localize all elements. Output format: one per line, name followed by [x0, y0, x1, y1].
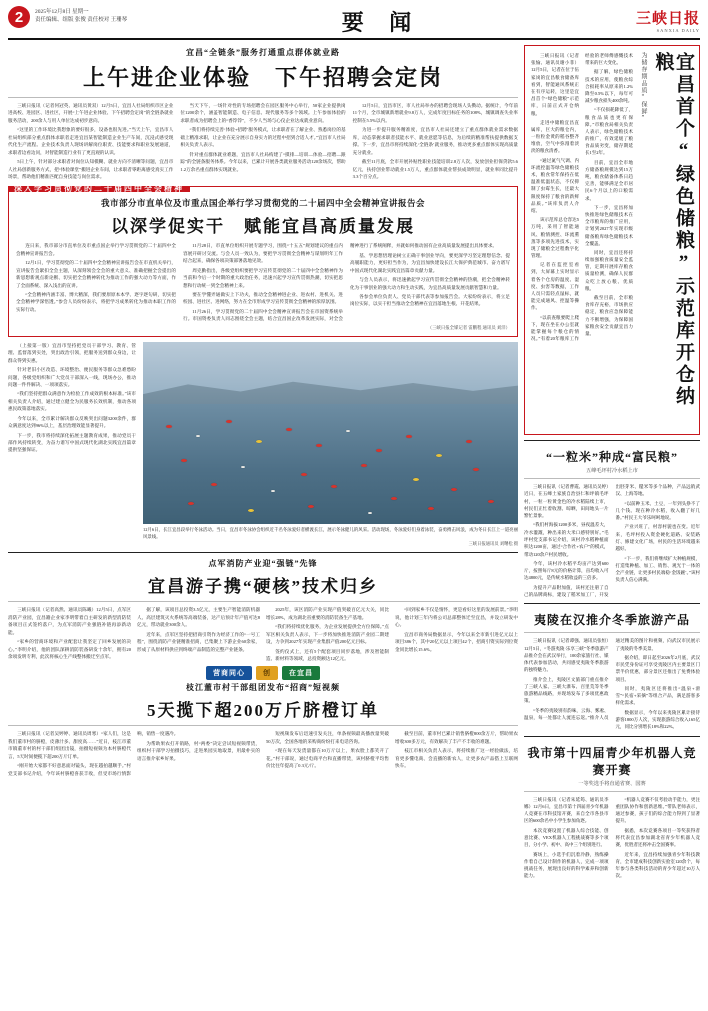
paragraph: 同时，夷陵区还将推出“温泉+滑雪”“民宿+采摘”等组合产品，满足游客多样化需求。 [615, 685, 700, 706]
right-story-robotics [524, 744, 700, 882]
continuation-body [8, 342, 136, 454]
right-column [524, 45, 700, 1000]
paragraph: 目前，宜昌全市地方储备粮规模达到15万吨，粮食储备体系日趋完善，能够满足全市居民6个月以上的口粮需求。 [584, 159, 633, 201]
section-title: 要 闻 [341, 10, 422, 35]
campaign-badges [8, 666, 518, 680]
paragraph: 5日上午，针对部分求职者对岗位认知模糊、就业方向不清晰等问题，宜昌市人社局创新服务方式，把“体验课堂”搬进企业车间，让求职者零距离感受真实工作场景，帮助他们精准匹配自身技能与岗位需求。 [8, 159, 174, 179]
paragraph: 赛场上，小选手们沉着冷静，熟练操作着自己设计制作的机器人，完成一项项挑战任务，展现出良好的科学素养和创新能力。 [524, 851, 609, 879]
bottom-body [8, 730, 518, 777]
right-story-body [524, 483, 700, 598]
paragraph: 今年以来，全市累计解决群众反映突出问题3200余件，群众满意度达到96%以上，基层治理效能显著提升。 [8, 415, 136, 429]
masthead-date: 2025年12月8日 星期一 [35, 9, 89, 15]
paragraph: 枝江市相关负责人表示，将持续推广这一经验做法，培育更多懂电商、会直播的新农人，让更多农产品搭上互联网快车。 [395, 748, 518, 769]
paragraph: “我们将持续完善‘体验+招聘’服务模式，让求职者在了解企业、熟悉岗位的基础上精准求职，让企业在充分展示自身实力的过程中招到合适人才。”宜昌市人社局相关负责人表示。 [180, 127, 346, 148]
paragraph: 同时，宜昌还将持续加强粮食质量安全监管，定期开展库存粮食质量检测，确保人民群众吃上放心粮、优质粮。 [584, 249, 633, 291]
right-story-rice [524, 448, 700, 598]
right-story-subhead: 五峰毛坪村冷水稻上市 [586, 468, 638, 474]
masthead-editors: 责任编辑、组版 张俊 责任校对 王珊琴 [35, 17, 128, 24]
paragraph: 据介绍，即日起至2026年2月底，武汉市民凭身份证可享受夷陵区内主要景区门票半价优惠，部分景区还推出了免费体验项目。 [615, 654, 700, 682]
paragraph: 与会人员表示，将迅速掀起学习宣传贯彻全会精神的热潮，把全会精神转化为干事创业的强大动力和生动实践，为宜昌高质量发展贡献智慧和力量。 [350, 277, 510, 290]
mid-section [8, 342, 518, 548]
mid-kicker: 点军消防产业迎“强链”先锋 [208, 559, 318, 569]
study-ribbon: 深入学习贯彻党的二十届四中全会精神 [8, 186, 190, 192]
paragraph: “下一步，我们将继续扩大种植规模，打造集种植、加工、销售、观光于一体的全产业链，让更多村民端稳‘金饭碗’。”该村负责人信心满满。 [615, 555, 700, 583]
feature-green-grain-storage [524, 45, 700, 435]
paragraph: “家乡的营商环境和产业配套让我坚定了回乡发展的决心。”李明介绍，他的团队深耕消防装备研发十余年，拥有20余项发明专利，此次将核心生产线整体搬迁至点军。 [8, 639, 131, 660]
right-story-body [524, 796, 700, 882]
study-subtitle: 我市部分市直单位及市重点国企举行学习贯彻党的二十届四中全会精神宣讲报告会 [100, 198, 425, 209]
paragraph: （上接第一版）宜昌市坚持把党员干部学习、教育、管理、监督落到实处，突出政治引领，把服务送到群众身边，让群众得到实惠。 [8, 342, 136, 363]
paragraph: 基、学思想悟理论树立正确干事创业导向，要更深学习坚定理想信念、提高履职能力，更好担当作为，为宜昌加快建设长江大保护典范城市、奋力谱写中国式现代化湖北实践宜昌篇章贡献力量。 [350, 252, 510, 273]
photo-column [143, 342, 518, 548]
study-box [8, 186, 518, 336]
photo-cold-water-swim [143, 342, 518, 524]
paragraph: 走进中储粮宜昌直属库，巨大的粮仓内，一粒粒金黄的稻谷整齐堆放，空气中弥漫着淡淡的粮食清香。 [531, 119, 579, 154]
paragraph: 针对重点群体就业难题，宜昌市人社局构建了“摸排—培训—体验—招聘—跟踪”的全链条服务体系。今年以来，已累计开展各类就业服务活动120余场次，帮助1.2万余名重点群体实现就业。 [180, 151, 346, 172]
paragraph: 三峡日报讯（记者谭强、通讯员张恒）12月5日，“冬游夷陵·乐享三峡”冬季旅游产品推介会在武汉举行，100余家旅行社、媒体代表参加活动，共同感受夷陵冬季旅游的独特魅力。 [524, 638, 609, 673]
masthead-section [127, 6, 636, 37]
lead-headline: 上午进企业体验 下午招聘会定岗 [82, 65, 443, 90]
paragraph: “以前查粮要爬上爬下，现在坐在办公室就能掌握每个粮仓的情况。”有着20年粮库工作经验的老师傅感慨技术带来的巨大变化。 [531, 53, 633, 342]
paragraph: 数据显示，今年以来夷陵区累计接待游客1800万人次，实现旅游综合收入165亿元，同比分别增长18%和22%。 [615, 709, 700, 730]
bottom-headline: 5天揽下超200万斤脐橙订单 [147, 701, 379, 721]
main-column [8, 45, 518, 1000]
paragraph: 下一步，我市将持续深化拓展主题教育成果，推动党员干部作风持续转变，为奋力谱写中国式现代化湖北实践宜昌篇章提供坚强保证。 [8, 432, 136, 453]
paragraph: 要在学懂弄通做实上下功夫，推动全会精神进企业、进农村、进机关、进校园、进社区、进网络，努力在全市形成学习宣传贯彻全会精神的浓厚氛围。 [183, 292, 343, 305]
paragraph: 记者在监控室看到，大屏幕上实时显示着各个仓房的温度、湿度、虫害等数据，工作人员只需轻点鼠标，就能完成通风、控温等操作。 [531, 262, 579, 311]
bottom-story [8, 682, 518, 777]
continuation-column [8, 342, 136, 548]
paragraph: 三峡日报讯（记者朱延筠、通讯员李娜）12月6日，宜昌市第十四届青少年机器人竞赛在市科技馆开赛，来自全市各县市区的600余名中小学生参加角逐。 [524, 796, 609, 824]
paragraph: 三峡日报讯（记者吴婷婷、通讯员周寒）“家人们，这是我们董市村的脐橙，皮薄汁多、甜度高……”近日，枝江市董市镇董市村的村干部们组团出镜，拍摄短视频为本村脐橙代言，5天时间便揽下超200万斤订单。 [8, 731, 131, 759]
paragraph: 截至目前，董市村已累计销售脐橙800余万斤，帮助果农增收300多万元，有效解决了丰产不丰收的难题。 [395, 731, 518, 744]
paragraph: “我们坚持把群众满意作为检验工作成效的根本标准。”该市相关负责人介绍，通过建立健全为民服务长效机制，推动各项惠民政策落地落实。 [8, 391, 136, 412]
study-body [16, 242, 510, 322]
photo-swimmers [143, 404, 518, 524]
paragraph: “刚开始大家都不好意思面对镜头，现在越拍越顺手。”村党支部书记介绍，今年该村脐橙喜获丰收，但受市场行情影响，销售一度遇冷。 [8, 731, 179, 776]
paragraph: 下一步，宜昌将加快推进绿色储粮技术在全市粮库的推广应用，计划到2027年实现市级储备粮库绿色储粮技术全覆盖。 [584, 204, 633, 246]
paragraph: 近年来，宜昌持续加强青少年科技教育，全市建成科技创新实验室120余个，每年参与各类科技活动的青少年超过10万人次。 [615, 851, 700, 879]
paragraph: 11月26日，学习贯彻党的二十届四中全会精神宣讲报告会在市国资系统举行。市国资委负责人同志围绕全会主题，结合宜昌国企改革发展实际，对全会精神进行了系统阐释，并就如何推动国有企业高质量发展提出具体要求。 [183, 243, 498, 322]
paragraph: 为进一步提升服务精准度，宜昌市人社局还建立了重点群体就业需求数据库，动态掌握求职者技能水平、就业意愿等信息，为后续的精准帮扶提供数据支撑。下一步，宜昌市将持续深化‘全链条’就业服务，推动更多重点群体实现高质量充分就业。 [352, 127, 518, 155]
paragraph: 据悉，本次竞赛各项目一等奖获得者将代表宜昌参加湖北省青少年机器人竞赛，优胜者还将冲击全国赛事。 [615, 827, 700, 848]
paragraph: 当天下午，一场针对性的专场招聘会在园区服务中心举行，50家企业提供岗位1200余个，涵盖智能制造、电子信息、现代服务等多个领域。上午参加体验的求职者成为招聘会上的“香饽饽”，不少人当场与心仪企业达成就业意向。 [180, 103, 346, 123]
paragraph: 据了解，该项目总投资3.5亿元，主要生产智能消防机器人、高层建筑灭火系统等高端装备，达产后预计年产值可达8亿元，带动就业300余人。 [137, 607, 260, 628]
paragraph: 三峡日报讯（记者张愉、通讯员谢小菲）12月5日，记者在位于伍家岗的宜昌粮食储备库看到，智能通风系统正在有序运转，这里是宜昌首个“绿色储粮”示范库，日前正式开仓纳粮。 [531, 53, 579, 116]
paragraph: “我们村海拔1200多米，昼夜温差大，冷水灌溉，种出来的大米口感特别好。”毛坪村党支部书记介绍，该村冷水稻种植面积达1200亩，通过“合作社+农户”的模式，带动120余户村民增收。 [524, 522, 609, 557]
badge-in-yichang: 在宜昌 [282, 666, 320, 680]
lead-kicker: 宜昌“全链条”服务打通重点群体就业路 [186, 48, 340, 57]
paragraph: 截至目前，全市粮食库存充裕，市场供应稳定，粮食应急保障能力不断增强，为保障国家粮食安全贡献宜昌力量。 [584, 295, 633, 336]
paragraph: “冬季的夷陵别有韵味，云海、雾凇、温泉，每一处都让人流连忘返。”推介人员通过精美的图片和视频，向武汉市民展示了夷陵的冬季美景。 [524, 638, 700, 721]
page-number: 2 [8, 6, 30, 28]
paragraph: “这里的工作环境比我想象的要好很多，设备也很先进。”当天上午，宜昌市人社局组织部分重点群体求职者走进宜昌某智能制造企业生产车间，沉浸式感受现代化生产流程。企业技术负责人现场讲解岗位职责、技能要求和职业发展通道，求职者边看边问，对智能制造行业有了更直观的认识。 [8, 127, 174, 155]
photo-credit: 三峡日报通讯员 刘曙松 摄 [468, 541, 518, 547]
paper-name-latin: SANXIA DAILY [656, 28, 700, 33]
paragraph: 针对老旧小区改造、环境整治、便民服务等群众急难愁盼问题，各级党组织和广大党员干部深入一线，现场办公，推动问题一件件解决、一项项落实。 [8, 367, 136, 387]
paragraph: 为提升产品附加值，该村还注册了自己的品牌商标，建设了稻米加工厂，开发出胚芽米、糙米等多个品种，产品远销武汉、上海等地。 [524, 484, 700, 597]
right-story-body [524, 637, 700, 730]
paragraph: “全会精神内涵丰富、博大精深，我们要原原本本学、逐字逐句研，切实把全会精神学深悟透。”参会人员纷纷表示，将把学习成果转化为推动本职工作的实际行动。 [16, 292, 176, 312]
paragraph: 短视频发布后迅速引发关注，单条视频最高播放量突破50万次，全国各地的采购商纷纷打来电话咨询。 [266, 731, 389, 744]
paragraph: 推介会上，夷陵区文旅部门重点推介了三峡人家、三峡大瀑布、百里荒等冬季旅游精品线路，并现场发布了多项优惠政策。 [524, 676, 609, 704]
feature-headline: 宜昌首个“绿色储粮”示范库开仓纳粮 [652, 52, 694, 408]
paragraph: 11月28日，市直单位组织开展专题学习，围绕“十五五”规划建议的重点内容展开研讨交流。与会人员一致认为，要把学习贯彻全会精神与谋划明年工作结合起来，确保各项决策部署落地见效。 [183, 243, 343, 264]
study-headline: 以深学促实干 赋能宜昌高质量发展 [111, 217, 415, 237]
photo-caption: 12月6日，长江宜昌段举行冬泳活动。当日，宜昌市冬泳协会组织近千名冬泳爱好者横渡长江，展示冬泳健儿的风采。活动现场，冬泳爱好们身着泳装，奋勇搏击风浪，成为冬日长江上一道亮丽风景线。 [143, 526, 518, 539]
lead-body [8, 102, 518, 180]
paragraph: 12月1日，学习贯彻党的二十届四中全会精神宣讲报告会在市直机关举行，宣讲报告会紧扣全会主题，从深刻领会全会的重大意义、准确把握全会提出的新思想新观点新论断、切实把全会精神转化为推动工作的强大动力等方面，作了全面系统、深入浅出的宣讲。 [16, 260, 176, 288]
lead-story [8, 47, 518, 180]
paragraph: 据了解，绿色储粮技术的应用，使粮食综合损耗率从原来的1.2%降至0.5%以下，每年可减少粮食损失400余吨。 [584, 69, 633, 104]
paragraph: 三峡日报讯（记者高然、通讯员陈曦）12月5日，点军区消防产业园，宜昌籍企业家李明带着自主研发的新型消防装备项目正式签约落户，为点军消防产业强链补链再添新动能。 [8, 607, 131, 635]
paragraph: 连日来，我市部分市直单位及市重点国企举行学习贯彻党的二十届四中全会精神宣讲报告会。 [16, 243, 176, 256]
badge-create: 创 [256, 666, 278, 680]
right-story-headline: 夷陵在汉推介冬季旅游产品 [533, 613, 690, 628]
paragraph: 产业兴旺了，村容村貌也在变。近年来，毛坪村投入资金硬化道路、安装路灯、修建文化广场，村民的生活环境越来越好。 [615, 524, 700, 552]
right-story-headline: 我市第十四届青少年机器人竞赛开赛 [527, 745, 697, 777]
right-story-headline: “一粒米”种成“富民粮” [545, 450, 678, 464]
paragraph: 近年来，点军区坚持把招商引资作为经济工作的“一号工程”，围绕消防产业链精准招商，已集聚上下游企业60余家，形成了从原材料供应到终端产品制造的完整产业链条。 [137, 631, 260, 652]
paragraph: 该示范库总仓容达5万吨，采用了智能通风、粮情测控、环流熏蒸等多项先进技术，实现了储粮全过程数字化管理。 [531, 217, 579, 259]
paper-name: 三峡日报 [635, 11, 700, 27]
paragraph: 周克勤指出，各级党组织要把学习宣传贯彻党的二十届四中全会精神作为当前和今后一个时期的重大政治任务，迅速兴起学习宣传贯彻热潮，切实把思想和行动统一到全会精神上来。 [183, 267, 343, 288]
paragraph: “现在每天发货量都在10万斤以上，果农脸上都笑开了花。”村干部说，通过电商平台和直播带货，该村脐橙平均售价比往年提高了0.3元/斤。 [266, 748, 389, 769]
paragraph: “回到家乡不仅是情怀，更是看好这里的发展前景。”李明说，他计划三年内将公司总部整体迁至宜昌，并设立研发中心。 [395, 607, 518, 628]
paragraph: “通过氮气气调、内环流控温等绿色储粮技术，粮食常年保持在低温准低温状态，不仅抑制了虫霉生长，还最大限度保持了粮食的新鲜品质。”该库负责人介绍。 [531, 157, 579, 213]
paragraph: 截至11月底，全市开展补贴性职业技能培训2.8万人次，发放创业担保贷款5.6亿元，扶持创业带动就业1.5万人，重点群体就业帮扶成效明显，就业率同比提升3.3个百分点。 [352, 159, 518, 179]
mid-body [8, 606, 518, 662]
paragraph: 12月5日，宜昌市区，市人社局举办的招聘会现场人头攒动。据统计，今年前11个月，全市城镇新增就业9.8万人，完成年度目标任务的108%，城镇调查失业率控制在5.5%以内。 [352, 103, 518, 123]
badge-business-environment: 营商同心 [206, 666, 252, 680]
study-credit: （三峡日报全媒记者 雷鹏程 通讯员 刘洋） [427, 324, 510, 330]
right-story-subhead: 一等奖选手将直通省赛、国赛 [578, 780, 646, 787]
paragraph: 本次竞赛设置了机器人综合技能、创意比赛、VEX机器人工程挑战赛等多个项目，分小学、初中、高中三个组别进行。 [524, 827, 609, 848]
mid-story [8, 558, 518, 662]
masthead-meta [35, 6, 127, 25]
paragraph: 签约仪式上，还有5个配套项目同步落地，涉及智能制造、新材料等领域，总投资额达12亿元。 [266, 648, 389, 662]
bottom-kicker: 枝江董市村干部组团发布“招商”短视频 [186, 683, 340, 693]
paragraph: 三峡日报讯（记者何冠英、通讯员黄双）12月5日，宜昌人社局组织市区企业进高校、进园区、进社区，开展“上午进企业体验、下午招聘会定岗”的全链条就业服务活动，200余人与用人单位达成初步意向。 [8, 103, 174, 123]
feature-body [531, 52, 633, 426]
paragraph: 今年，该村冷水稻平均亩产达到600斤，按照每斤8元的价格计算，亩均收入可达4800元，是传统水稻收益的三倍多。 [524, 560, 609, 581]
paragraph: “不仅损耗降低了，粮食品质也更有保障。”市粮食局相关负责人表示，绿色储粮技术的推广，有效延缓了粮食品质劣变，储存期延长1至2年。 [584, 107, 633, 156]
right-story-tourism [524, 611, 700, 730]
paragraph: 为帮助果农打开销路，村“两委”决定尝试短视频带货，组织村干部学习拍摄技巧，走进果园实地取景，用最朴实的语言推介家乡好果。 [137, 740, 260, 761]
paragraph: 宜昌市商务局数据显示，今年以来全市新引进亿元以上项目386个，其中20亿元以上项目42个，招商引资实际到位资金同比增长15.6%。 [395, 631, 518, 652]
masthead [8, 6, 700, 40]
paragraph: “我们将持续优化服务，为企业发展提供全方位保障。”点军区相关负责人表示，下一步将加快推进消防产业园二期建设，力争到2027年实现产业集群产值200亿元目标。 [266, 624, 389, 645]
paragraph: 各参会单位负责人、党员干部代表等参加报告会。大家纷纷表示，将立足岗位实际，以实干担当推动全会精神在宜昌落地生根、开花结果。 [350, 294, 510, 307]
mid-headline: 宜昌游子携“硬核”技术归乡 [148, 577, 378, 597]
paragraph: 三峡日报讯（记者曹霞、通讯员吴婷）近日，在五峰土家族自治县仁和坪镇毛坪村，一粒一粒黄金色的冷水稻陆续上市，村民们正忙着收割、晾晒，田间地头一片繁忙景象。 [524, 484, 609, 519]
masthead-logo [636, 6, 700, 33]
paragraph: “机器人竞赛不仅考验动手能力，更注重团队协作和创新思维。”带队老师表示，通过参赛，孩子们的综合能力得到了显著提升。 [615, 796, 700, 824]
paragraph: “以前种玉米、土豆，一年到头挣不了几个钱。现在种冷水稻，收入翻了好几番。”村民王大爷乐呵呵地说。 [615, 500, 700, 521]
paragraph: 2025年，该区消防产业实现产值突破百亿元大关，同比增长28%，成为湖北省重要的消防装备生产基地。 [266, 607, 389, 620]
feature-subhead: 为储存期品质“保鲜” [639, 52, 646, 122]
